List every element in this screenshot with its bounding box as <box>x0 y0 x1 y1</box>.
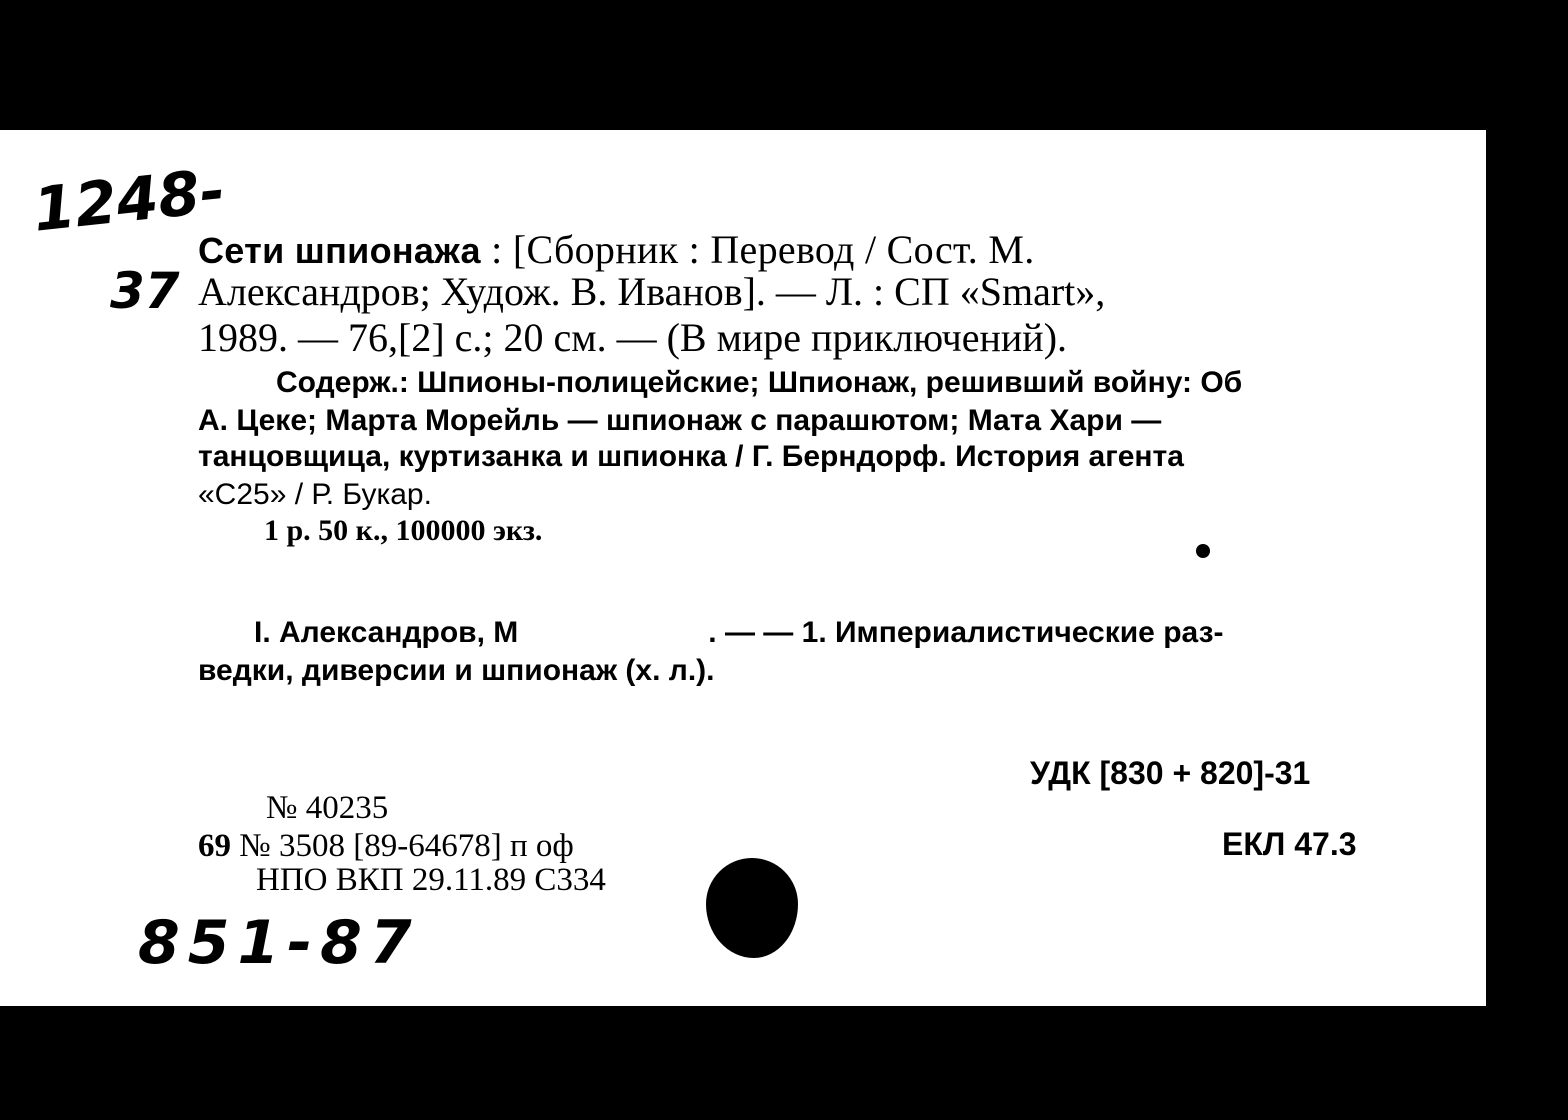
tracing-subject-continued: ведки, диверсии и шпионаж (х. л.). <box>198 654 715 687</box>
collation-line: 1989. — 76,[2] с.; 20 см. — (В мире приключений). <box>198 315 1068 360</box>
imprint-line: Александров; Худож. В. Иванов]. — Л. : СП «Smart», <box>198 269 1106 314</box>
tracing-subject: . — — 1. Империалистические раз- <box>708 616 1224 649</box>
ink-spot <box>1196 544 1210 558</box>
handwritten-call-number: 1248- <box>30 155 229 246</box>
contents-note: танцовщица, куртизанка и шпионка / Г. Берндорф. История агента <box>198 440 1184 473</box>
printer-imprint: НПО ВКП 29.11.89 С334 <box>256 862 606 898</box>
order-number <box>198 828 574 865</box>
contents-note: Содерж.: Шпионы-полицейские; Шпионаж, решивший войну: Об <box>276 366 1243 399</box>
contents-note: А. Цеке; Марта Морейль — шпионаж с парашютом; Мата Хари — <box>198 404 1162 437</box>
punch-hole <box>706 858 798 958</box>
udc-classification: УДК [830 + 820]-31 <box>1030 755 1311 791</box>
tracing-entry <box>254 616 1223 650</box>
contents-note: «С25» / Р. Букар. <box>198 478 432 511</box>
book-title: Сети шпионажа <box>198 230 481 271</box>
handwritten-call-number-suffix: 37 <box>110 262 180 320</box>
tracing-author: I. Александров, М <box>254 616 519 649</box>
title-description: : [Сборник : Перевод / Сост. М. <box>480 227 1035 272</box>
card-title-line <box>198 226 1035 273</box>
handwritten-inventory-number: 851-87 <box>138 908 420 978</box>
order-details: № 3508 [89-64678] п оф <box>231 828 574 864</box>
ekl-classification: ЕКЛ 47.3 <box>1222 826 1357 862</box>
price-and-print-run: 1 р. 50 к., 100000 экз. <box>264 514 543 547</box>
order-prefix: 69 <box>198 828 231 864</box>
card-number: № 40235 <box>266 790 389 826</box>
